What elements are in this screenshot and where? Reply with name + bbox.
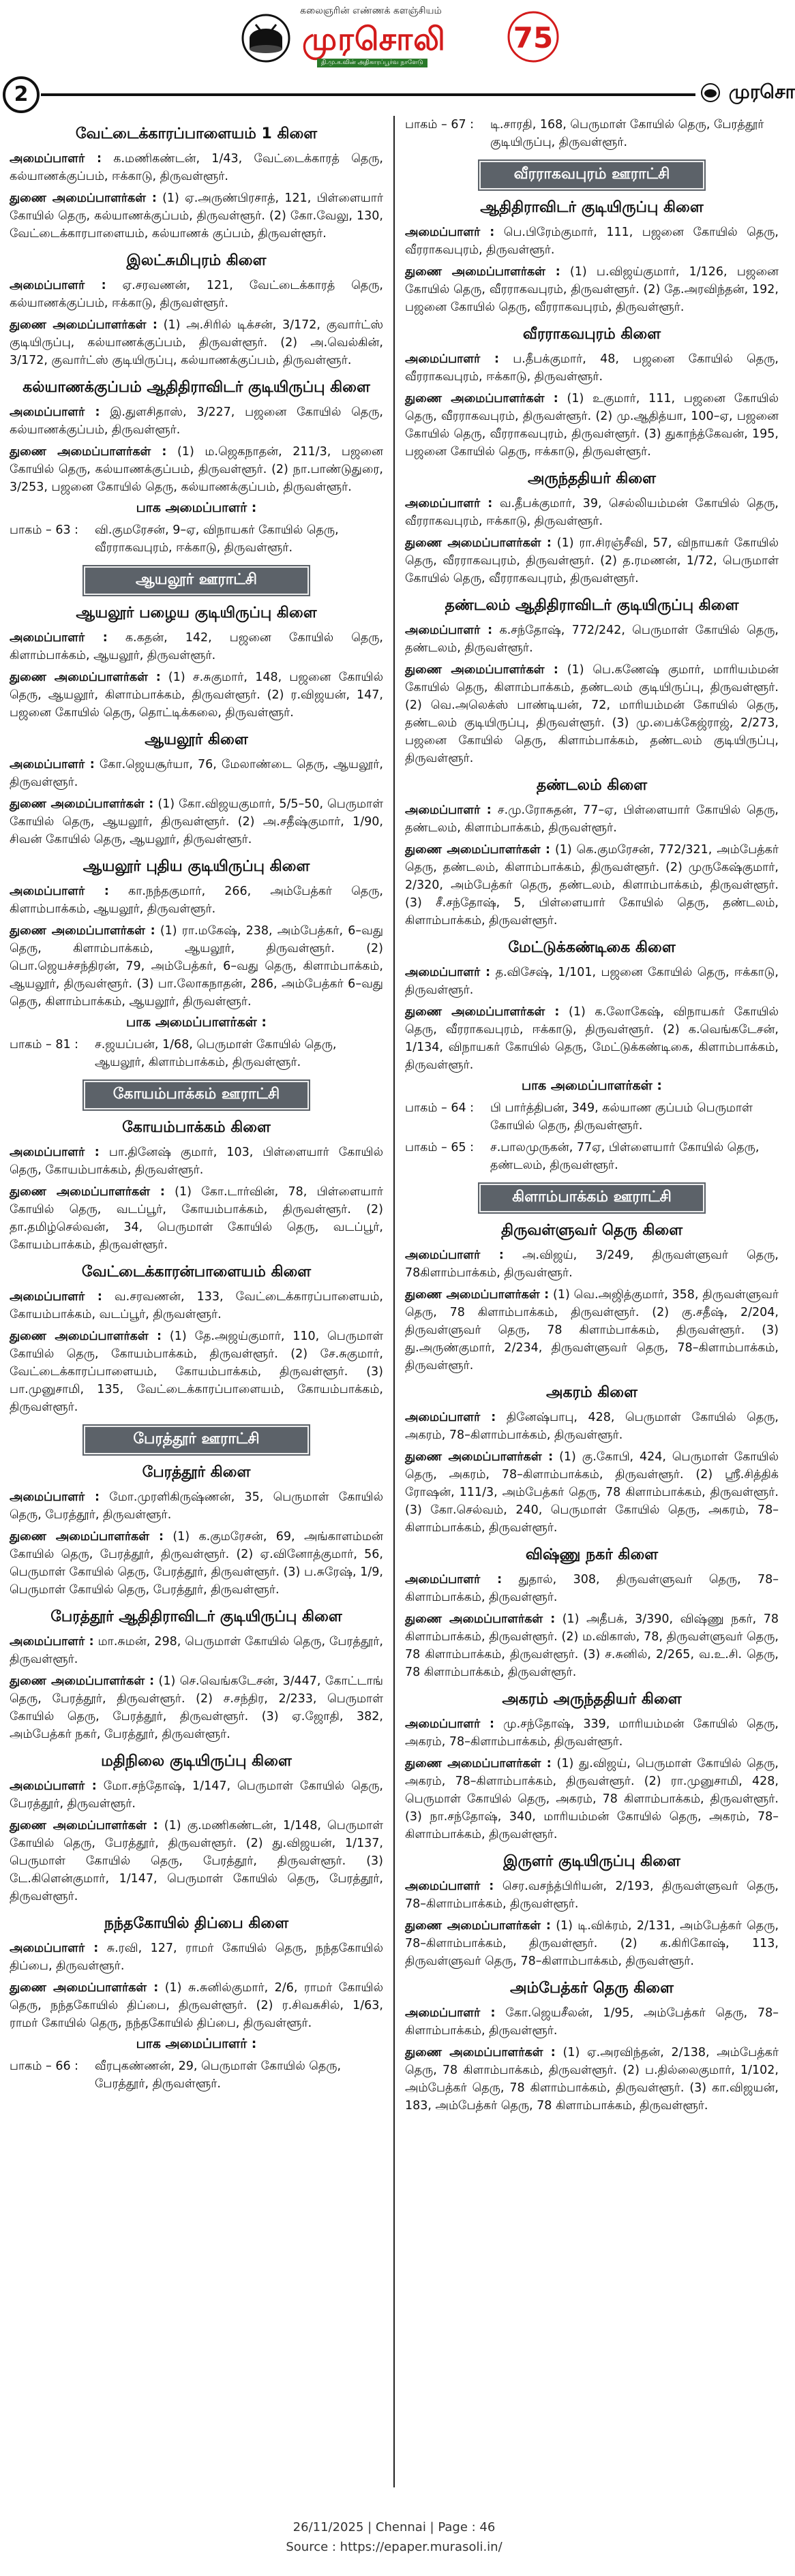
organiser-entry xyxy=(405,1003,779,1074)
organiser-details: கா.நந்தகுமார், 266, அம்பேத்கர் தெரு, கிளாம்பாக்கம், ஆயலூர், திருவள்ளூர். xyxy=(10,885,383,916)
branch-heading: வேட்டைக்காரப்பாளையம் 1 கிளை xyxy=(75,125,318,142)
role-label: அமைப்பாளர் : xyxy=(405,1248,504,1262)
booth-organiser-details: பி பார்த்திபன், 349, கல்யாண குப்பம் பெருமாள் கோயில் தெரு, திருவள்ளூர். xyxy=(490,1101,753,1133)
organiser-entry xyxy=(10,1328,383,1416)
role-label: துணை அமைப்பாளர்கள் : xyxy=(10,1530,164,1544)
organiser-entry xyxy=(10,1144,383,1179)
booth-organiser-details: ச.ஜயப்பன், 1/68, பெருமாள் கோயில் தெரு, ஆயலூர், கிளாம்பாக்கம், திருவள்ளூர். xyxy=(95,1038,337,1069)
organiser-entry xyxy=(405,1755,779,1843)
page-number-badge: 2 xyxy=(3,76,40,113)
organiser-details: (1) து.விஜய், பெருமாள் கோயில் தெரு, அகரம், 78–கிளாம்பாக்கம், திருவள்ளூர். (2) ரா.முனுசாமி, 428, பெருமாள் கோயில் தெரு, அகரம், 78 கிளாம்பாக்கம், திருவள்ளூர். (3) நா.சந்தோஷ், 340, மாரியம்மன் கோயில் தெரு, அகரம், 78–கிளாம்பாக்கம், திருவள்ளூர். xyxy=(405,1757,779,1841)
organiser-details: (1) ரா.மகேஷ், 238, அம்பேத்கர், 6–வது தெரு, கிளாம்பாக்கம், ஆயலூர், திருவள்ளூர். (2) பொ.ஜெயச்சந்திரன், 79, அம்பேத்கர், 6–வது தெரு, கிளாம்பாக்கம், ஆயலூர், திருவள்ளூர். (3) பா.லோகநாதன், 286, அம்பேத்கர் 6–வது தெரு, கிளாம்பாக்கம், ஆயலூர், திருவள்ளூர். xyxy=(10,924,383,1009)
branch-heading: கோயம்பாக்கம் கிளை xyxy=(122,1119,271,1136)
organiser-details: (1) கெ.குமரேசன், 772/321, அம்பேத்கர் தெரு, தண்டலம், கிளாம்பாக்கம், திருவள்ளூர். (2) முருகேஷ்குமார், 2/320, அம்பேத்கர் தெரு, தண்டலம், கிளாம்பாக்கம், திருவள்ளூர். (3) சீ.சந்தோஷ், 5, பிள்ளையார் கோயில் தெரு, தண்டலம், கிளாம்பாக்கம், திருவள்ளூர். xyxy=(405,843,779,927)
organiser-entry xyxy=(10,1488,383,1524)
organiser-entry xyxy=(10,189,383,243)
right-brand-text: முரசொ xyxy=(728,80,795,103)
anniversary-number: 75 xyxy=(513,21,554,55)
role-label: அமைப்பாளர் : xyxy=(405,352,500,366)
organiser-details: ஏ.சரவணன், 121, வேட்டைக்காரத் தெரு, கல்யாணக்குப்பம், ஈக்காடு, திருவள்ளூர். xyxy=(10,279,383,310)
organiser-entry xyxy=(405,1409,779,1444)
organiser-details: அ.விஜய், 3/249, திருவள்ளுவர் தெரு, 78கிளாம்பாக்கம், திருவள்ளூர். xyxy=(405,1248,779,1280)
branch-heading: ஆதிதிராவிடர் குடியிருப்பு கிளை xyxy=(480,199,704,216)
organiser-entry xyxy=(405,2004,779,2040)
role-label: துணை அமைப்பாளர்கள் : xyxy=(10,1981,159,1995)
booth-organiser-details: டி.சாரதி, 168, பெருமாள் கோயில் தெரு, பேரத்தூர் குடியிருப்பு, திருவள்ளூர். xyxy=(490,118,764,149)
booth-entry xyxy=(405,1099,779,1135)
organiser-details: (1) ம.ஜெகநாதன், 211/3, பஜனை கோயில் தெரு, கல்யாணக்குப்பம், திருவள்ளூர். (2) நா.பாண்டுதுரை, 3/253, பஜனை கோயில் தெரு, கல்யாணக்குப்பம், திருவள்ளூர். xyxy=(10,445,383,494)
role-label: அமைப்பாளர் : xyxy=(405,966,491,979)
booth-organisers-label: பாக அமைப்பாளர் : xyxy=(136,2036,257,2051)
role-label: துணை அமைப்பாளர்கள் : xyxy=(10,924,155,938)
organiser-entry xyxy=(10,1817,383,1905)
organiser-details: (1) சு.சுனில்குமார், 2/6, ராமர் கோயில் தெரு, நந்தகோயில் திப்பை, திருவள்ளூர். (2) ர.சிவசுசில், 1/63, ராமர் கோயில் தெரு, நந்தகோயில் திப்பை, திருவள்ளூர். xyxy=(10,1981,383,2030)
booth-organisers-label: பாக அமைப்பாளர் : xyxy=(136,500,257,515)
branch-heading: அம்பேத்கர் தெரு கிளை xyxy=(510,1980,674,1997)
organiser-entry xyxy=(405,1448,779,1537)
column-divider xyxy=(393,116,395,2487)
booth-entry xyxy=(10,2057,383,2093)
right-column xyxy=(405,116,779,2487)
organiser-entry xyxy=(10,443,383,496)
booth-entry xyxy=(405,1139,779,1174)
role-label: அமைப்பாளர் : xyxy=(10,631,108,645)
organiser-entry xyxy=(405,1571,779,1606)
branch-heading: வேட்டைக்காரன்பாளையம் கிளை xyxy=(81,1263,312,1281)
organiser-entry xyxy=(405,2044,779,2115)
role-label: துணை அமைப்பாளர்கள் : xyxy=(10,445,167,459)
organiser-entry xyxy=(405,350,779,386)
organiser-details: செர.வசந்த்பிரியன், 2/193, திருவள்ளுவர் தெரு, 78–கிளாம்பாக்கம், திருவள்ளூர். xyxy=(405,1880,779,1911)
booth-entry xyxy=(405,116,779,151)
masthead-rule xyxy=(41,93,695,96)
branch-heading: பேரத்தூர் கிளை xyxy=(142,1464,251,1481)
organiser-entry xyxy=(405,1917,779,1970)
role-label: துணை அமைப்பாளர்கள் : xyxy=(10,1185,165,1199)
organiser-details: (1) உகுமார், 111, பஜனை கோயில் தெரு, வீரராகவபுரம், திருவள்ளூர். (2) மு.ஆதித்யா, 100–ஏ, பஜனை கோயில் தெரு, வீரராகவபுரம், திருவள்ளூர். (3) துகாந்த்கேவன், 195, பஜனை கோயில் தெரு, ஈக்காடு, திருவள்ளூர். xyxy=(405,392,779,459)
role-label: அமைப்பாளர் : xyxy=(10,152,102,166)
panchayat-heading: கோயம்பாக்கம் ஊராட்சி xyxy=(84,1081,309,1109)
branch-heading: மேட்டுக்கண்டிகை கிளை xyxy=(508,939,676,956)
branch-heading: பேரத்தூர் ஆதிதிராவிடர் குடியிருப்பு கிளை xyxy=(50,1608,342,1625)
role-label: அமைப்பாளர் : xyxy=(405,2006,496,2020)
organiser-entry xyxy=(10,316,383,369)
booth-entry xyxy=(10,1036,383,1071)
role-label: துணை அமைப்பாளர்கள் : xyxy=(10,191,157,205)
organiser-details: க.சந்தோஷ், 772/242, பெருமாள் கோயில் தெரு, தண்டலம், திருவள்ளூர். xyxy=(405,624,779,655)
organiser-details: தினேஷ்பாபு, 428, பெருமாள் கோயில் தெரு, அகரம், 78–கிளாம்பாக்கம், திருவள்ளூர். xyxy=(405,1411,779,1442)
role-label: துணை அமைப்பாளர்கள் : xyxy=(405,1919,551,1933)
organiser-details: மா.சுமன், 298, பெருமாள் கோயில் தெரு, பேரத்தூர், திருவள்ளூர். xyxy=(10,1635,383,1666)
role-label: துணை அமைப்பாளர்கள் : xyxy=(405,1450,554,1464)
organiser-entry xyxy=(405,224,779,259)
organiser-details: (1) க.குமரேசன், 69, அங்காளம்மன் கோயில் தெரு, பேரத்தூர், திருவள்ளூர். (2) ஏ.வினோத்குமார், 56, பெருமாள் கோயில் தெரு, பேரத்தூர், திருவள்ளூர். (3) ப.சுரேஷ், 1/9, பெருமாள் கோயில் தெரு, பேரத்தூர், திருவள்ளூர். xyxy=(10,1530,384,1597)
organiser-entry xyxy=(10,1528,383,1599)
role-label: துணை அமைப்பாளர்கள் : xyxy=(405,536,552,550)
role-label: அமைப்பாளர் : xyxy=(10,279,106,292)
organiser-details: க.கதன், 142, பஜனை கோயில் தெரு, கிளாம்பாக்கம், ஆயலூர், திருவள்ளூர். xyxy=(10,631,383,662)
role-label: அமைப்பாளர் : xyxy=(10,1942,99,1955)
role-label: அமைப்பாளர் : xyxy=(10,1779,97,1793)
organiser-entry xyxy=(405,622,779,657)
organiser-details: கோ.ஜெயசூர்யா, 76, மேலாண்டை தெரு, ஆயலூர், திருவள்ளூர். xyxy=(10,758,383,789)
role-label: துணை அமைப்பாளர்கள் : xyxy=(405,265,560,279)
role-label: துணை அமைப்பாளர்கள் : xyxy=(10,797,154,811)
organiser-details: (1) கு.மணிகண்டன், 1/148, பெருமாள் கோயில் தெரு, பேரத்தூர், திருவள்ளூர். (2) து.விஜயன், 1/137, பெருமாள் கோயில் தெரு, பேரத்தூர், திருவள்ளூர். (3) டே.கிளென்குமார், 1/147, பெருமாள் கோயில் தெரு, பேரத்தூர், திருவள்ளூர். xyxy=(10,1819,383,1903)
organiser-entry xyxy=(10,1633,383,1668)
tagline: கலைஞரின் எண்ணக் களஞ்சியம் xyxy=(300,5,442,16)
organiser-entry xyxy=(405,263,779,316)
organiser-details: இ.துளசிதாஸ், 3/227, பஜனை கோயில் தெரு, கல்யாணக்குப்பம், திருவள்ளூர். xyxy=(10,405,383,437)
organiser-entry xyxy=(10,277,383,312)
newspaper-logo[interactable] xyxy=(235,5,562,67)
organiser-details: க.மணிகண்டன், 1/43, வேட்டைக்காரத் தெரு, கல்யாணக்குப்பம், ஈக்காடு, திருவள்ளூர். xyxy=(10,152,383,183)
role-label: அமைப்பாளர் : xyxy=(405,497,493,510)
organiser-entry xyxy=(405,1286,779,1375)
role-label: அமைப்பாளர் : xyxy=(10,758,95,771)
organiser-details: கோ.ஜெயசீலன், 1/95, அம்பேத்கர் தெரு, 78–கிளாம்பாக்கம், திருவள்ளூர். xyxy=(405,2006,779,2038)
organiser-entry xyxy=(10,1672,383,1743)
organiser-details: (1) அதீபக், 3/390, விஷ்ணு நகர், 78 கிளாம்பாக்கம், திருவள்ளூர். (2) ம.விகாஸ், 78, திருவள்ளுவர் தெரு, 78 கிளாம்பாக்கம், திருவள்ளூர். (3) ச.சுனில், 2/265, வ.உ.சி. தெரு, 78 கிளாம்பாக்கம், திருவள்ளூர். xyxy=(405,1612,779,1679)
article-columns xyxy=(10,116,779,2487)
organiser-entry xyxy=(405,661,779,767)
role-label: துணை அமைப்பாளர்கள் : xyxy=(405,2046,556,2059)
role-label: அமைப்பாளர் : xyxy=(405,1411,496,1424)
organiser-entry xyxy=(405,1715,779,1751)
organiser-details: பா.தினேஷ் குமார், 103, பிள்ளையார் கோயில் தெரு, கோயம்பாக்கம், திருவள்ளூர். xyxy=(10,1146,383,1177)
organiser-details: (1) கு.கோபி, 424, பெருமாள் கோயில் தெரு, அகரம், 78–கிளாம்பாக்கம், திருவள்ளூர். (2) ஸ்ரீ.சித்திக் ரோஷன், 111/3, அம்பேத்கர் தெரு, 78 கிளாம்பாக்கம், திருவள்ளூர். (3) கோ.செல்வம், 240, பெருமாள் கோயில் தெரு, அகரம், 78–கிளாம்பாக்கம், திருவள்ளூர். xyxy=(405,1450,779,1535)
organiser-details: (1) செ.வெங்கடேசன், 3/447, கோட்டாங் தெரு, பேரத்தூர், திருவள்ளூர். (2) ச.சந்திர, 2/233, பெருமாள் கோயில் தெரு, பேரத்தூர், திருவள்ளூர். (3) ஏ.ஜோதி, 382, அம்பேத்கர் நகர், பேரத்தூர், திருவள்ளூர். xyxy=(10,1674,384,1741)
branch-heading: தண்டலம் ஆதிதிராவிடர் குடியிருப்பு கிளை xyxy=(445,597,739,614)
role-label: அமைப்பாளர் : xyxy=(405,1717,494,1731)
booth-organiser-details: வீரபுகண்ணன், 29, பெருமாள் கோயில் தெரு, பேரத்தூர், திருவள்ளூர். xyxy=(95,2059,342,2091)
organiser-entry xyxy=(405,390,779,461)
organiser-details: (1) ச.சுகுமார், 148, பஜனை கோயில் தெரு, ஆயலூர், கிளாம்பாக்கம், திருவள்ளூர். (2) ர.விஜயன், 147, பஜனை கோயில் தெரு, தொட்டிக்கலை, திருவள்ளூர். xyxy=(10,671,383,720)
organiser-details: (1) அ.சிரில் டிக்சன், 3/172, குவார்ட்ஸ் குடியிருப்பு, கல்யாணக்குப்பம், திருவள்ளூர். (2) அ.வெல்கின், 3/172, குவார்ட்ஸ் குடியிருப்பு, கல்யாணக்குப்பம், திருவள்ளூர். xyxy=(10,318,384,367)
organiser-entry xyxy=(405,801,779,837)
organiser-entry xyxy=(10,1288,383,1323)
branch-heading: தண்டலம் கிளை xyxy=(536,777,648,794)
organiser-entry xyxy=(405,1610,779,1681)
organiser-details: (1) க.லோகேஷ், விநாயகர் கோயில் தெரு, வீரராகவபுரம், ஈக்காடு, திருவள்ளூர். (2) க.வெங்கடேசன், 1/134, விநாயகர் கோயில் தெரு, மேட்டுக்கண்டிகை, கிளாம்பாக்கம், திருவள்ளூர். xyxy=(405,1005,779,1072)
brand-name: முரசொலி xyxy=(302,20,446,57)
drum-emblem-icon xyxy=(235,11,297,65)
organiser-entry xyxy=(405,841,779,930)
organiser-details: த.விசேஷ், 1/101, பஜனை கோயில் தெரு, ஈக்காடு, திருவள்ளூர். xyxy=(405,966,779,997)
sub-tagline: தி.மு.க.வின் அதிகாரப்பூர்வ நாளேடு xyxy=(317,59,427,67)
organiser-entry xyxy=(10,403,383,439)
panchayat-heading: ஆயலூர் ஊராட்சி xyxy=(84,566,309,595)
organiser-entry xyxy=(10,150,383,185)
role-label: அமைப்பாளர் : xyxy=(405,1880,494,1893)
role-label: துணை அமைப்பாளர்கள் : xyxy=(10,1674,155,1688)
organiser-entry xyxy=(10,629,383,664)
branch-heading: அருந்ததியர் கிளை xyxy=(527,470,657,487)
branch-heading: அகரம் அருந்ததியர் கிளை xyxy=(502,1691,682,1708)
booth-organiser-details: வி.குமரேசன், 9–ஏ, விநாயகர் கோயில் தெரு, வீரராகவபுரம், ஈக்காடு, திருவள்ளூர். xyxy=(95,523,339,555)
organiser-entry xyxy=(405,495,779,530)
branch-heading: இருளர் குடியிருப்பு கிளை xyxy=(503,1853,680,1870)
branch-heading: மதிநிலை குடியிருப்பு கிளை xyxy=(101,1753,292,1770)
booth-number: பாகம் – 81 : xyxy=(10,1038,79,1052)
role-label: துணை அமைப்பாளர்கள் : xyxy=(10,1330,162,1343)
organiser-details: (1) ரா.சிரஞ்சீவி, 57, விநாயகர் கோயில் தெரு, வீரராகவபுரம், திருவள்ளூர். (2) த.ரமணன், 1/72, பெருமாள் கோயில் தெரு, வீரராகவபுரம், திருவள்ளூர். xyxy=(405,536,779,585)
organiser-entry xyxy=(10,756,383,791)
organiser-details: பெ.பிரேம்குமார், 111, பஜனை கோயில் தெரு, வீரராகவபுரம், திருவள்ளூர். xyxy=(405,226,779,257)
role-label: துணை அமைப்பாளர்கள் : xyxy=(405,663,558,677)
branch-heading: கல்யாணக்குப்பம் ஆதிதிராவிடர் குடியிருப்பு கிளை xyxy=(22,379,370,396)
drum-small-icon xyxy=(699,82,722,103)
branch-heading: அகரம் கிளை xyxy=(546,1384,638,1401)
panchayat-heading: பேரத்தூர் ஊராட்சி xyxy=(84,1426,309,1454)
organiser-entry xyxy=(10,883,383,918)
branch-heading: இலட்சுமிபுரம் கிளை xyxy=(126,252,267,269)
organiser-details: மு.சந்தோஷ், 339, மாரியம்மன் கோயில் தெரு, அகரம், 78–கிளாம்பாக்கம், திருவள்ளூர். xyxy=(405,1717,779,1749)
booth-organisers-label: பாக அமைப்பாளர்கள் : xyxy=(125,1015,267,1030)
role-label: அமைப்பாளர் : xyxy=(10,405,100,419)
panchayat-heading: வீரராகவபுரம் ஊராட்சி xyxy=(479,161,704,189)
branch-heading: ஆயலூர் புதிய குடியிருப்பு கிளை xyxy=(82,858,310,875)
role-label: துணை அமைப்பாளர்கள் : xyxy=(405,843,551,857)
role-label: அமைப்பாளர் : xyxy=(10,885,109,898)
booth-number: பாகம் – 67 : xyxy=(405,118,475,132)
organiser-details: (1) டி.விக்ரம், 2/131, அம்பேத்கர் தெரு, 78–கிளாம்பாக்கம், திருவள்ளூர். (2) க.கிரிகோஷ், 113, திருவள்ளுவர் தெரு, 78–கிளாம்பாக்கம், திருவள்ளூர். xyxy=(405,1919,779,1968)
branch-heading: ஆயலூர் கிளை xyxy=(145,731,248,748)
anniversary-75-emblem xyxy=(501,10,566,64)
organiser-details: (1) வெ.அஜித்குமார், 358, திருவள்ளுவர் தெரு, 78 கிளாம்பாக்கம், திருவள்ளூர். (2) கு.சதீஷ், 2/204, திருவள்ளுவர் தெரு, 78 கிளாம்பாக்கம், திருவள்ளூர். (3) து.அருண்குமார், 2/234, திருவள்ளுவர் தெரு, 78–கிளாம்பாக்கம், திருவள்ளூர். xyxy=(405,1288,779,1373)
role-label: அமைப்பாளர் : xyxy=(10,1146,100,1159)
organiser-details: வ.சரவணன், 133, வேட்டைக்காரப்பாளையம், கோயம்பாக்கம், வடப்பூர், திருவள்ளூர். xyxy=(10,1290,383,1321)
booth-organisers-label: பாக அமைப்பாளர்கள் : xyxy=(521,1078,662,1093)
organiser-entry xyxy=(10,1777,383,1813)
organiser-details: வ.தீபக்குமார், 39, செல்லியம்மன் கோயில் தெரு, வீரராகவபுரம், ஈக்காடு, திருவள்ளூர். xyxy=(405,497,779,528)
organiser-details: மோ.சந்தோஷ், 1/147, பெருமாள் கோயில் தெரு, பேரத்தூர், திருவள்ளூர். xyxy=(10,1779,383,1811)
branch-heading: ஆயலூர் பழைய குடியிருப்பு கிளை xyxy=(76,604,317,622)
branch-heading: விஷ்ணு நகர் கிளை xyxy=(525,1546,659,1563)
role-label: துணை அமைப்பாளர்கள் : xyxy=(10,671,161,684)
panchayat-heading: கிளாம்பாக்கம் ஊராட்சி xyxy=(479,1184,704,1212)
role-label: துணை அமைப்பாளர்கள் : xyxy=(405,1612,556,1626)
role-label: அமைப்பாளர் : xyxy=(405,803,492,817)
role-label: அமைப்பாளர் : xyxy=(405,624,493,637)
organiser-entry xyxy=(405,1246,779,1282)
organiser-details: சு.ரவி, 127, ராமர் கோயில் தெரு, நந்தகோயில் திப்பை, திருவள்ளூர். xyxy=(10,1942,383,1973)
booth-number: பாகம் – 65 : xyxy=(405,1141,475,1154)
organiser-details: மோ.முரளிகிருஷ்ணன், 35, பெருமாள் கோயில் தெரு, பேரத்தூர், திருவள்ளூர். xyxy=(10,1490,383,1522)
organiser-entry xyxy=(405,534,779,587)
booth-organiser-details: ச.பாலமுருகன், 77ஏ, பிள்ளையார் கோயில் தெரு, தண்டலம், திருவள்ளூர். xyxy=(490,1141,760,1172)
branch-heading: வீரராகவபுரம் கிளை xyxy=(522,326,661,343)
role-label: துணை அமைப்பாளர்கள் : xyxy=(10,318,158,332)
organiser-details: (1) பெ.கணேஷ் குமார், மாரியம்மன் கோயில் தெரு, கிளாம்பாக்கம், தண்டலம் குடியிருப்பு, திருவள்ளூர். (2) வெ.அலெக்ஸ் பாண்டியன், 72, மாரியம்மன் கோயில் தெரு, தண்டலம் குடியிருப்பு, திருவள்ளூர். (3) மு.பைக்கேஜ்ராஜ், 2/273, பஜனை கோயில் தெரு, கிளாம்பாக்கம், தண்டலம் குடியிருப்பு, திருவள்ளூர். xyxy=(405,663,779,765)
organiser-details: (1) கோ.விஜயகுமார், 5/5–50, பெருமாள் கோயில் தெரு, ஆயலூர், திருவள்ளூர். (2) அ.சதீஷ்குமார், 1/90, சிவன் கோயில் தெரு, ஆயலூர், திருவள்ளூர். xyxy=(10,797,383,846)
role-label: துணை அமைப்பாளர்கள் : xyxy=(405,392,558,405)
organiser-entry xyxy=(10,1979,383,2032)
booth-number: பாகம் – 64 : xyxy=(405,1101,475,1115)
organiser-entry xyxy=(10,795,383,848)
role-label: அமைப்பாளர் : xyxy=(405,226,495,239)
organiser-entry xyxy=(10,922,383,1011)
footer-source[interactable]: Source : https://epaper.murasoli.in/ xyxy=(286,2540,502,2554)
role-label: அமைப்பாளர் : xyxy=(10,1290,102,1304)
organiser-details: ச.மு.ரோசுதன், 77–ஏ, பிள்ளையார் கோயில் தெரு, தண்டலம், கிளாம்பாக்கம், திருவள்ளூர். xyxy=(405,803,779,835)
left-column xyxy=(10,116,383,2487)
role-label: துணை அமைப்பாளர்கள் : xyxy=(10,1819,158,1833)
organiser-details: துதால், 308, திருவள்ளுவர் தெரு, 78–கிளாம்பாக்கம், திருவள்ளூர். xyxy=(405,1573,779,1604)
footer-date-page: 26/11/2025 | Chennai | Page : 46 xyxy=(292,2520,496,2534)
role-label: துணை அமைப்பாளர்கள் : xyxy=(405,1005,560,1019)
footer xyxy=(0,2508,788,2576)
role-label: அமைப்பாளர் : xyxy=(405,1573,502,1586)
branch-heading: நந்தகோயில் திப்பை கிளை xyxy=(104,1915,289,1932)
role-label: அமைப்பாளர் : xyxy=(10,1490,100,1504)
booth-number: பாகம் – 63 : xyxy=(10,523,79,537)
organiser-details: (1) கோ.டார்வின், 78, பிள்ளையார் கோயில் தெரு, வடப்பூர், கோயம்பாக்கம், திருவள்ளூர். (2) தா.தமிழ்செல்வன், 34, பெருமாள் கோயில் தெரு, வடப்பூர், கோயம்பாக்கம், திருவள்ளூர். xyxy=(10,1185,383,1252)
role-label: அமைப்பாளர் : xyxy=(10,1635,94,1649)
organiser-entry xyxy=(405,1877,779,1913)
masthead-right-brand xyxy=(699,80,795,106)
organiser-entry xyxy=(10,669,383,722)
organiser-details: (1) ஏ.அருண்பிரசாத், 121, பிள்ளையார் கோயில் தெரு, கல்யாணக்குப்பம், திருவள்ளூர். (2) கோ.வேலு, 130, வேட்டைக்காரபாளையம், கல்யாணக் குப்பம், திருவள்ளூர். xyxy=(10,191,383,241)
branch-heading: திருவள்ளுவர் தெரு கிளை xyxy=(500,1222,683,1239)
role-label: துணை அமைப்பாளர்கள் : xyxy=(405,1288,550,1302)
masthead xyxy=(0,0,795,106)
organiser-details: (1) ப.விஜய்குமார், 1/126, பஜனை கோயில் தெரு, வீரராகவபுரம், திருவள்ளூர். (2) தே.அரவிந்தன், 192, பஜனை கோயில் தெரு, வீரராகவபுரம், திருவள்ளூர். xyxy=(405,265,779,314)
booth-entry xyxy=(10,521,383,557)
organiser-entry xyxy=(405,964,779,999)
organiser-details: ப.தீபக்குமார், 48, பஜனை கோயில் தெரு, வீரராகவபுரம், ஈக்காடு, திருவள்ளூர். xyxy=(405,352,779,384)
organiser-entry xyxy=(10,1939,383,1975)
organiser-details: (1) ஏ.அரவிந்தன், 2/138, அம்பேத்கர் தெரு, 78 கிளாம்பாக்கம், திருவள்ளூர். (2) ப.தில்லைகுமார், 1/102, அம்பேத்கர் தெரு, 78 கிளாம்பாக்கம், திருவள்ளூர். (3) கா.விஜயன், 183, அம்பேத்கர் தெரு, 78 கிளாம்பாக்கம், திருவள்ளூர். xyxy=(405,2046,779,2113)
role-label: துணை அமைப்பாளர்கள் : xyxy=(405,1757,552,1770)
organiser-details: (1) தே.அஜய்குமார், 110, பெருமாள் கோயில் தெரு, கோயம்பாக்கம், திருவள்ளூர். (2) சே.சுகுமார், வேட்டைக்காரப்பாளையம், கோயம்பாக்கம், திருவள்ளூர். (3) பா.முனுசாமி, 135, வேட்டைக்காரப்பாளையம், கோயம்பாக்கம், திருவள்ளூர். xyxy=(10,1330,383,1414)
booth-number: பாகம் – 66 : xyxy=(10,2059,79,2073)
organiser-entry xyxy=(10,1183,383,1254)
